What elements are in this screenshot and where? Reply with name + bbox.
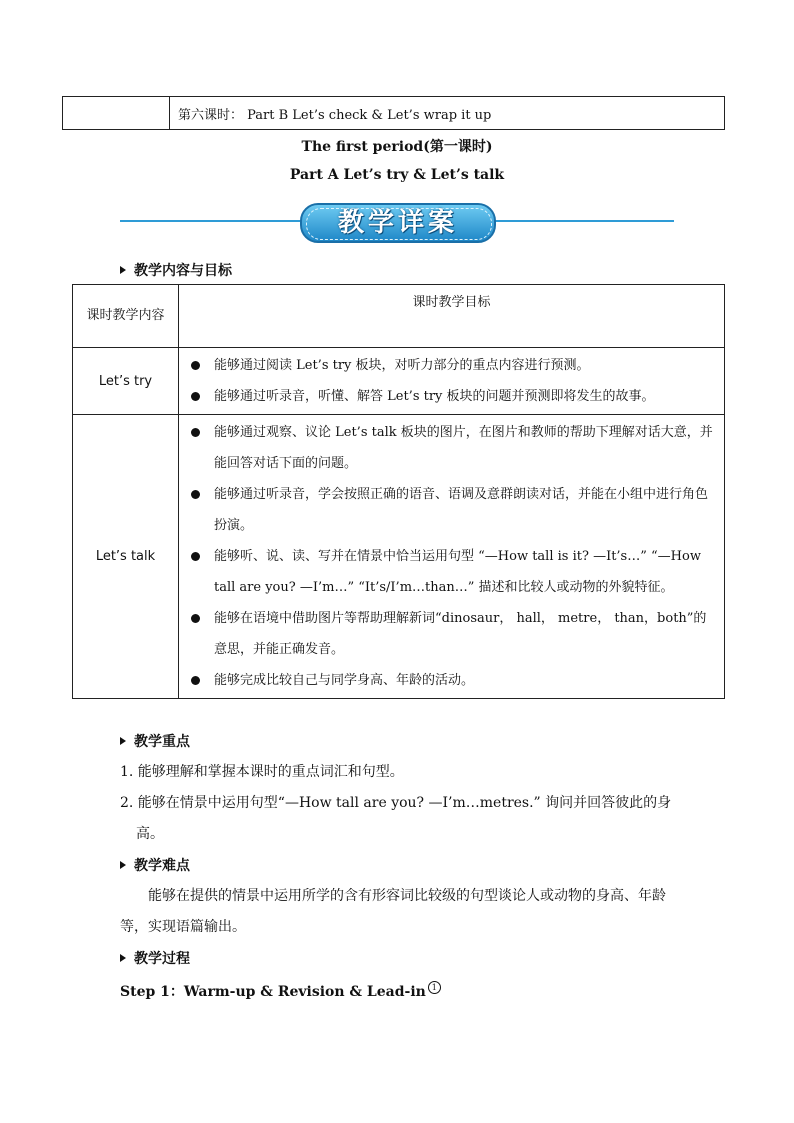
list-item <box>187 381 714 412</box>
section-content-goals <box>120 260 232 280</box>
key-point-1: 1. 能够理解和掌握本课时的重点词汇和句型。 <box>120 764 404 780</box>
difficulty-text: 能够在提供的情景中运用所学的含有形容词比较级的句型谈论人或动物的身高、年龄等，实现语篇输出。 <box>120 888 666 935</box>
banner-line-right <box>492 220 674 222</box>
triangle-bullet-icon <box>120 266 126 274</box>
list-item <box>187 417 714 479</box>
step1-text: Step 1：Warm-up & Revision & Lead-in <box>120 984 426 1000</box>
list-item <box>187 541 714 603</box>
triangle-bullet-icon <box>120 954 126 962</box>
bullet-dot-icon <box>191 614 200 623</box>
section-label: 教学过程 <box>134 951 190 967</box>
schedule-cell-period6: 第六课时： Part B Let’s check & Let’s wrap it up <box>170 97 725 130</box>
section-key-points <box>120 731 190 751</box>
bullet-dot-icon <box>191 361 200 370</box>
header-content <box>73 285 179 348</box>
table-row <box>73 415 725 699</box>
goal-text: 能够在语境中借助图片等帮助理解新词“dinosaur， hall， metre， than，both”的意思，并能正确发音。 <box>214 611 707 657</box>
row-name-lets-try: Let’s try <box>73 348 179 415</box>
goal-text: 能够通过观察、议论 Let’s talk 板块的图片，在图片和教师的帮助下理解对话大意，并能回答对话下面的问题。 <box>214 425 713 471</box>
section-label: 教学内容与目标 <box>134 263 232 279</box>
schedule-cell-empty <box>63 97 170 130</box>
key-point-2 <box>120 788 676 850</box>
list-item <box>187 603 714 665</box>
table-row <box>73 285 725 348</box>
bullet-dot-icon <box>191 552 200 561</box>
goals-table <box>72 284 725 699</box>
footnote-marker: 1 <box>428 981 441 994</box>
row-name-lets-talk: Let’s talk <box>73 415 179 699</box>
goal-text: 能够通过听录音，学会按照正确的语音、语调及意群朗读对话，并能在小组中进行角色扮演。 <box>214 487 709 533</box>
schedule-table <box>62 96 725 130</box>
list-item <box>187 479 714 541</box>
section-label: 教学重点 <box>134 734 190 750</box>
header-content-text: 课时教学内容 <box>86 308 165 323</box>
goal-text: 能够通过听录音，听懂、解答 Let’s try 板块的问题并预测即将发生的故事。 <box>214 389 655 404</box>
header-goals <box>179 285 725 348</box>
list-item <box>187 665 714 696</box>
bullet-dot-icon <box>191 392 200 401</box>
bullet-dot-icon <box>191 676 200 685</box>
banner-title: 教学详案 <box>337 208 458 238</box>
goal-text: 能够完成比较自己与同学身高、年龄的活动。 <box>214 673 475 688</box>
list-item <box>187 350 714 381</box>
step1-heading <box>120 981 441 1001</box>
triangle-bullet-icon <box>120 737 126 745</box>
section-label: 教学难点 <box>134 858 190 874</box>
period-title: The first period(第一课时) <box>301 139 493 155</box>
bullet-dot-icon <box>191 490 200 499</box>
key-point-2-text: 2. 能够在情景中运用句型“—How tall are you? —I’m…metres.” 询问并回答彼此的身高。 <box>120 795 672 842</box>
header-goals-text: 课时教学目标 <box>412 295 491 310</box>
goal-list <box>179 415 725 699</box>
goal-text: 能够通过阅读 Let’s try 板块，对听力部分的重点内容进行预测。 <box>214 358 590 373</box>
table-row <box>63 97 725 130</box>
section-process <box>120 948 190 968</box>
goal-text: 能够听、说、读、写并在情景中恰当运用句型 “—How tall is it? —It’s…” “—How tall are you? —I’m…” “It’s/I’m…than…” 描述和比较人或动物的外貌特征。 <box>214 549 701 595</box>
part-title: Part A Let’s try & Let’s talk <box>289 167 505 183</box>
section-difficulties <box>120 855 190 875</box>
bullet-dot-icon <box>191 428 200 437</box>
table-row <box>73 348 725 415</box>
banner-line-left <box>120 220 302 222</box>
goal-list <box>179 348 725 415</box>
triangle-bullet-icon <box>120 861 126 869</box>
